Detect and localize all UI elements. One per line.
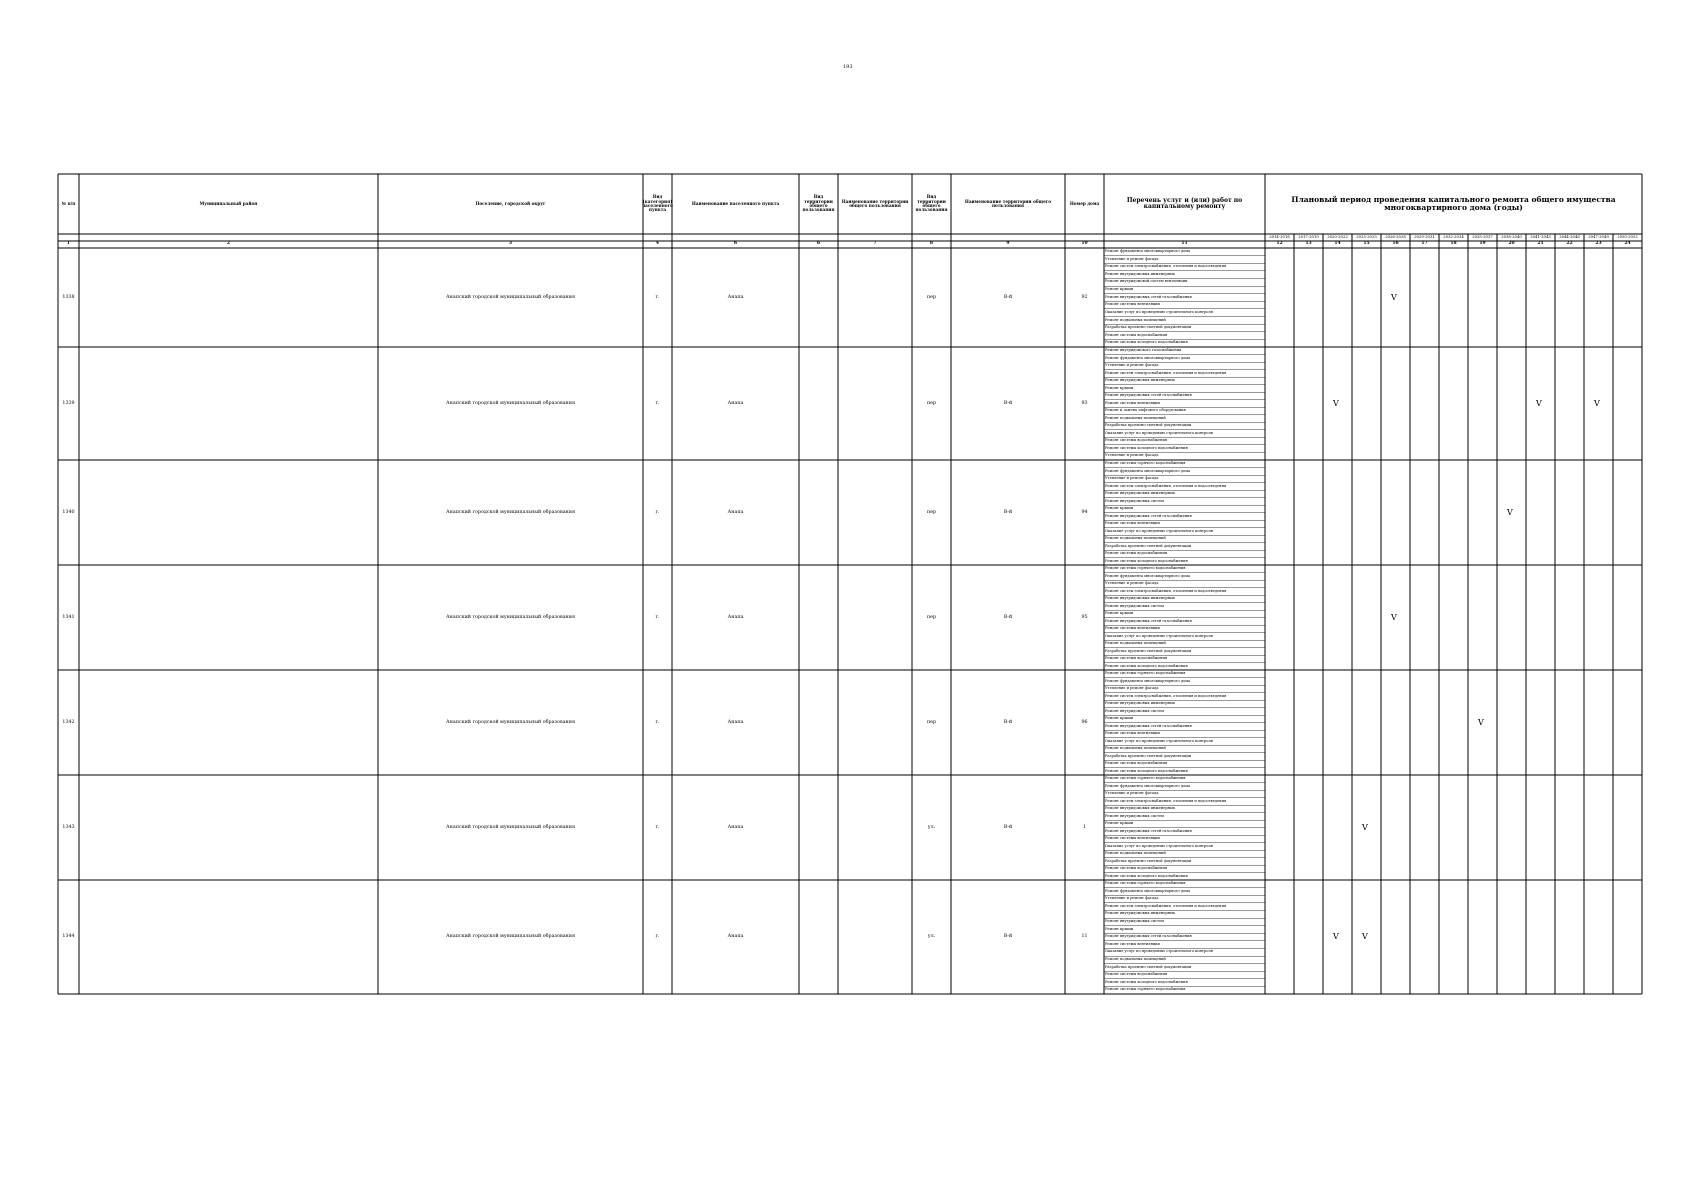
locality-type-cell: г.: [655, 400, 660, 406]
service-item: Оказание услуг по проведению строительного контроля: [1105, 528, 1213, 533]
plan-mark: V: [1391, 292, 1397, 302]
locality-name-cell: Анапа: [727, 719, 744, 725]
service-item: Ремонт системы холодного водоснабжения: [1105, 445, 1188, 450]
service-item: Ремонт крыши: [1105, 716, 1134, 720]
service-item: Ремонт внутридомового газоснабжения: [1105, 348, 1182, 352]
column-number: 18: [1450, 241, 1457, 246]
service-item: Ремонт систем электроснабжения, отопления и водоотведения: [1105, 903, 1227, 908]
column-number: 12: [1276, 241, 1283, 246]
period-label: 2038-2040: [1501, 234, 1522, 239]
service-item: Оказание услуг по проведению строительного контроля: [1105, 430, 1213, 435]
plan-mark: V: [1507, 507, 1513, 517]
service-item: Ремонт систем электроснабжения, отопления и водоотведения: [1105, 798, 1227, 803]
service-item: Ремонт внутридомовых инженерных: [1105, 271, 1175, 276]
service-item: Ремонт систем электроснабжения, отопления и водоотведения: [1105, 264, 1227, 269]
column-header: Номер дома: [1069, 200, 1100, 206]
service-item: Ремонт фундамента многоквартирного дома: [1105, 783, 1191, 788]
service-item: Разработка проектно-сметной документации: [1105, 423, 1192, 428]
service-item: Ремонт внутридомовых инженерных: [1105, 596, 1175, 600]
service-item: Ремонт систем электроснабжения, отопления и водоотведения: [1105, 370, 1227, 375]
territory-kind-cell: пер: [926, 719, 937, 725]
service-item: Утепление и ремонт фасада: [1105, 256, 1159, 261]
service-item: Ремонт внутридомовых сетей газоснабжения: [1105, 723, 1192, 728]
locality-type-cell: г.: [655, 294, 660, 300]
service-item: Ремонт внутридомовых сетей газоснабжения: [1105, 934, 1192, 939]
column-header: Наименование территории общего пользования: [841, 198, 909, 208]
service-item: Ремонт системы водоснабжения: [1105, 972, 1168, 977]
service-item: Разработка проектно-сметной документации: [1105, 964, 1192, 969]
service-item: Ремонт внутридомовой систем вентиляции: [1105, 279, 1188, 284]
locality-name-cell: Анапа: [727, 934, 744, 939]
locality-type-cell: г.: [655, 934, 660, 939]
period-label: 2017-2019: [1298, 234, 1319, 239]
service-item: Ремонт подвальных помещений: [1105, 851, 1166, 855]
service-item: Ремонт систем электроснабжения, отопления и водоотведения: [1105, 693, 1227, 698]
service-item: Ремонт внутридомовых сетей газоснабжения: [1105, 618, 1192, 623]
column-number: 14: [1334, 241, 1341, 246]
settlement-cell: Анапский городской муниципальный образования: [446, 824, 575, 830]
service-item: Ремонт подвальных помещений: [1105, 641, 1166, 645]
territory-kind-cell: пер: [926, 400, 937, 406]
row-number: 1342: [62, 719, 75, 725]
plan-mark: V: [1362, 932, 1368, 941]
territory-name-cell: В-й: [1003, 824, 1013, 830]
house-number-cell: 1: [1082, 824, 1087, 830]
service-item: Ремонт внутридомовых систем: [1105, 813, 1164, 818]
period-label: 2050-2052: [1617, 234, 1638, 239]
row-number: 1339: [62, 400, 75, 406]
period-label: 2035-2037: [1472, 234, 1493, 239]
service-item: Ремонт системы холодного водоснабжения: [1105, 340, 1188, 345]
territory-kind-cell: пер: [926, 509, 937, 515]
column-number: 20: [1508, 241, 1515, 246]
service-item: Разработка проектно-сметной документации: [1105, 543, 1192, 548]
service-item: Ремонт фундамента многоквартирного дома: [1105, 678, 1191, 683]
service-item: Ремонт подвальных помещений: [1105, 317, 1166, 322]
column-header: Перечень услуг и (или) работ по капитальному ремонту: [1126, 196, 1243, 210]
locality-name-cell: Анапа: [727, 509, 744, 515]
period-label: 2020-2022: [1327, 234, 1348, 239]
locality-type-cell: г.: [655, 509, 660, 515]
service-item: Ремонт внутридомовых систем: [1105, 603, 1164, 608]
column-number: 15: [1363, 241, 1370, 246]
service-item: Ремонт системы горячего водоснабжения: [1105, 987, 1186, 992]
service-item: Ремонт крыши: [1105, 385, 1134, 390]
house-number-cell: 96: [1081, 719, 1088, 725]
service-item: Ремонт подвальных помещений: [1105, 957, 1166, 961]
service-item: Ремонт системы горячего водоснабжения: [1105, 566, 1186, 570]
house-number-cell: 11: [1081, 934, 1088, 939]
service-item: Разработка проектно-сметной документации: [1105, 858, 1192, 863]
service-item: Ремонт системы вентиляции: [1105, 941, 1160, 946]
service-item: Ремонт внутридомовых систем: [1105, 919, 1164, 923]
locality-name-cell: Анапа: [727, 294, 744, 300]
column-header: Поселение, городской округ: [475, 200, 546, 206]
settlement-cell: Анапский городской муниципальный образования: [446, 400, 575, 406]
column-number: 24: [1624, 241, 1631, 246]
service-item: Оказание услуг по проведению строительного контроля: [1105, 949, 1213, 954]
service-item: Ремонт крыши: [1105, 506, 1134, 510]
column-header: Муниципальный район: [199, 200, 258, 206]
column-number: 7: [873, 241, 877, 246]
period-label: 2047-2049: [1588, 234, 1609, 239]
service-item: Ремонт систем электроснабжения, отопления и водоотведения: [1105, 588, 1227, 593]
service-item: Ремонт системы холодного водоснабжения: [1105, 663, 1188, 668]
column-number: 9: [1006, 241, 1010, 246]
service-item: Ремонт системы горячего водоснабжения: [1105, 461, 1186, 465]
row-number: 1338: [62, 294, 75, 300]
service-item: Ремонт внутридомовых сетей газоснабжения: [1105, 393, 1192, 398]
locality-name-cell: Анапа: [727, 400, 744, 406]
service-item: Ремонт системы вентиляции: [1105, 521, 1160, 525]
column-header-plan: Плановый период проведения капитального ремонта общего имущества многоквартирного дома (годы): [1291, 195, 1616, 212]
service-item: Ремонт системы холодного водоснабжения: [1105, 873, 1188, 878]
settlement-cell: Анапский городской муниципальный образования: [446, 294, 575, 300]
service-item: Ремонт фундамента многоквартирного дома: [1105, 468, 1191, 473]
service-item: Ремонт фундамента многоквартирного дома: [1105, 249, 1191, 253]
locality-type-cell: г.: [655, 614, 660, 620]
service-item: Ремонт системы водоснабжения: [1105, 551, 1168, 555]
column-number: 19: [1479, 241, 1486, 246]
service-item: Утепление и ремонт фасада: [1105, 896, 1159, 901]
page-number: 193: [843, 64, 853, 70]
column-header: Вид территории общего пользования: [915, 194, 948, 213]
settlement-cell: Анапский городской муниципальный образования: [446, 719, 575, 725]
column-number: 6: [733, 241, 738, 246]
column-number: 10: [1081, 241, 1088, 246]
column-number: 13: [1305, 241, 1312, 246]
house-number-cell: 92: [1081, 294, 1088, 300]
column-number: 1: [66, 241, 71, 246]
territory-name-cell: В-й: [1003, 934, 1013, 939]
plan-mark: V: [1362, 822, 1368, 832]
territory-name-cell: В-й: [1003, 719, 1013, 725]
column-header: Вид территории общего пользования: [802, 194, 835, 213]
territory-name-cell: В-й: [1003, 400, 1013, 406]
column-header: Наименование территории общего пользования: [964, 198, 1052, 208]
column-number: 17: [1421, 241, 1428, 246]
service-item: Разработка проектно-сметной документации: [1105, 753, 1192, 758]
territory-kind-cell: пер: [926, 614, 937, 620]
service-item: Ремонт системы водоснабжения: [1105, 332, 1168, 337]
service-item: Ремонт системы водоснабжения: [1105, 656, 1168, 660]
period-label: 2014-2016: [1269, 234, 1290, 239]
locality-type-cell: г.: [655, 824, 660, 830]
service-item: Ремонт фундамента многоквартирного дома: [1105, 355, 1191, 360]
service-item: Ремонт внутридомовых сетей газоснабжения: [1105, 513, 1192, 518]
service-item: Ремонт внутридомовых инженерных: [1105, 378, 1175, 383]
plan-mark: V: [1536, 398, 1542, 408]
plan-mark: V: [1594, 398, 1600, 408]
territory-name-cell: В-й: [1003, 509, 1013, 515]
service-item: Ремонт крыши: [1105, 926, 1134, 931]
service-item: Ремонт систем электроснабжения, отопления и водоотведения: [1105, 483, 1227, 488]
service-item: Ремонт подвальных помещений: [1105, 536, 1166, 540]
service-item: Утепление и ремонт фасада: [1105, 476, 1159, 480]
service-item: Утепление и ремонт фасада: [1105, 791, 1159, 795]
column-number: 4: [655, 241, 660, 246]
service-item: Ремонт системы водоснабжения: [1105, 761, 1168, 765]
period-label: 2029-2031: [1414, 234, 1435, 239]
period-label: 2044-2046: [1559, 234, 1580, 239]
service-item: Ремонт системы горячего водоснабжения: [1105, 881, 1186, 885]
service-item: Оказание услуг по проведению строительного контроля: [1105, 633, 1213, 638]
service-item: Ремонт внутридомовых сетей газоснабжения: [1105, 294, 1192, 299]
service-item: Ремонт системы вентиляции: [1105, 731, 1160, 735]
territory-name-cell: В-й: [1003, 614, 1013, 620]
service-item: Ремонт внутридомовых инженерных: [1105, 701, 1175, 705]
service-item: Ремонт системы вентиляции: [1105, 302, 1160, 307]
service-item: Ремонт крыши: [1105, 821, 1134, 825]
settlement-cell: Анапский городской муниципальный образования: [446, 934, 575, 939]
territory-name-cell: В-й: [1003, 294, 1013, 300]
service-item: Ремонт системы вентиляции: [1105, 400, 1160, 405]
service-item: Ремонт системы горячего водоснабжения: [1105, 776, 1186, 780]
period-label: 2026-2028: [1385, 234, 1406, 239]
plan-mark: V: [1333, 398, 1339, 408]
plan-mark: V: [1333, 932, 1339, 941]
service-item: Ремонт подвальных помещений: [1105, 746, 1166, 750]
row-number: 1344: [62, 934, 75, 939]
row-number: 1341: [62, 614, 75, 620]
column-header: Вид (категория) населенного пункта: [642, 194, 673, 213]
locality-type-cell: г.: [655, 719, 660, 725]
locality-name-cell: Анапа: [727, 824, 744, 830]
settlement-cell: Анапский городской муниципальный образования: [446, 614, 575, 620]
column-number: 2: [226, 241, 231, 246]
period-label: 2032-2034: [1443, 234, 1464, 239]
locality-name-cell: Анапа: [727, 614, 744, 620]
service-item: Разработка проектно-сметной документации: [1105, 325, 1192, 330]
service-item: Оказание услуг по проведению строительного контроля: [1105, 309, 1213, 314]
service-item: Ремонт внутридомовых систем: [1105, 498, 1164, 503]
house-number-cell: 95: [1081, 614, 1088, 620]
service-item: Ремонт системы горячего водоснабжения: [1105, 671, 1186, 675]
column-header: Наименование населенного пункта: [691, 200, 780, 206]
service-item: Ремонт системы водоснабжения: [1105, 866, 1168, 870]
house-number-cell: 94: [1081, 509, 1088, 515]
service-item: Ремонт крыши: [1105, 287, 1134, 292]
service-item: Оказание услуг по проведению строительного контроля: [1105, 738, 1213, 743]
period-label: 2023-2025: [1356, 234, 1377, 239]
service-item: Ремонт крыши: [1105, 611, 1134, 615]
service-item: Ремонт системы холодного водоснабжения: [1105, 979, 1188, 984]
column-number: 8: [929, 241, 934, 246]
column-number: 23: [1595, 241, 1602, 246]
row-number: 1343: [62, 824, 75, 830]
column-header: № п/п: [61, 200, 76, 206]
territory-kind-cell: ул.: [927, 934, 936, 939]
service-item: Ремонт подвальных помещений: [1105, 415, 1166, 420]
column-number: 16: [1392, 241, 1399, 246]
column-number: 11: [1181, 241, 1188, 246]
service-item: Утепление и ремонт фасада: [1105, 581, 1159, 585]
service-item: Ремонт внутридомовых сетей газоснабжения: [1105, 828, 1192, 833]
service-item: Ремонт внутридомовых систем: [1105, 708, 1164, 713]
service-item: Ремонт системы водоснабжения: [1105, 438, 1168, 443]
service-item: Ремонт внутридомовых инженерных: [1105, 806, 1175, 810]
service-item: Ремонт внутридомовых инженерных: [1105, 491, 1175, 495]
period-label: 2041-2043: [1530, 234, 1551, 239]
service-item: Ремонт системы вентиляции: [1105, 836, 1160, 840]
column-number: 21: [1537, 241, 1544, 246]
service-item: Оказание услуг по проведению строительного контроля: [1105, 843, 1213, 848]
plan-mark: V: [1478, 717, 1484, 727]
row-number: 1340: [62, 509, 75, 515]
service-item: Ремонт фундамента многоквартирного дома: [1105, 573, 1191, 578]
column-number: 22: [1566, 241, 1573, 246]
service-item: Ремонт системы вентиляции: [1105, 626, 1160, 630]
service-item: Разработка проектно-сметной документации: [1105, 648, 1192, 653]
service-item: Утепление и ремонт фасада: [1105, 686, 1159, 690]
service-item: Ремонт системы холодного водоснабжения: [1105, 558, 1188, 563]
service-item: Ремонт системы холодного водоснабжения: [1105, 768, 1188, 773]
service-item: Утепление и ремонт фасада: [1105, 453, 1159, 458]
house-number-cell: 93: [1081, 400, 1088, 406]
plan-mark: V: [1391, 612, 1397, 622]
service-item: Ремонт внутридомовых инженерных: [1105, 911, 1175, 916]
service-item: Ремонт и замена лифтового оборудования: [1105, 408, 1186, 413]
column-number: 6: [816, 241, 821, 246]
territory-kind-cell: пер: [926, 294, 937, 300]
settlement-cell: Анапский городской муниципальный образования: [446, 509, 575, 515]
territory-kind-cell: ул.: [927, 824, 936, 830]
column-number: 3: [508, 241, 513, 246]
service-item: Утепление и ремонт фасада: [1105, 363, 1159, 368]
service-item: Ремонт фундамента многоквартирного дома: [1105, 888, 1191, 893]
